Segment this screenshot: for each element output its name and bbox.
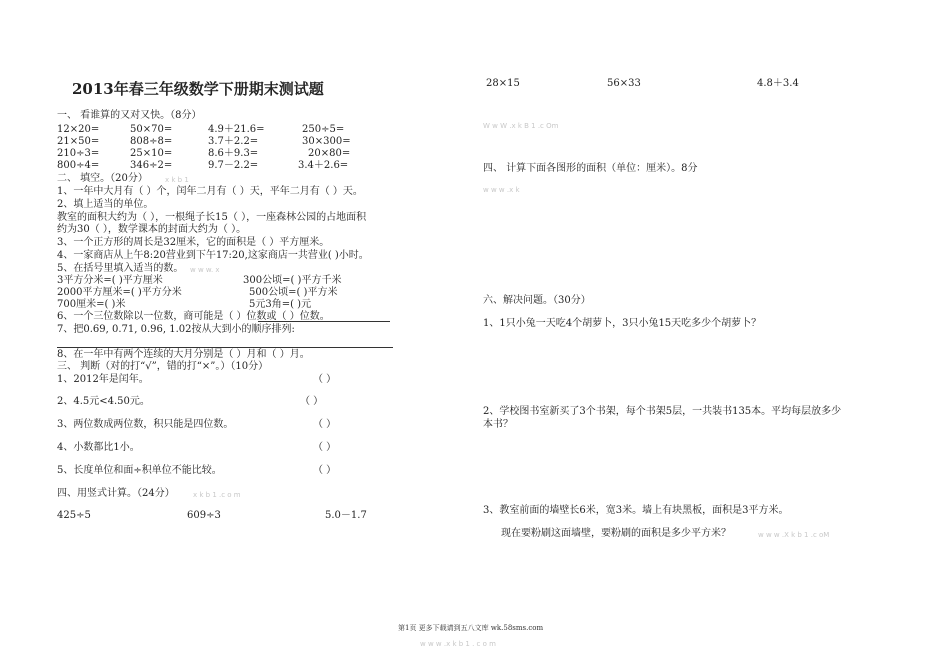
calc-item: 20×80= [308,148,351,159]
fill-blank-line: 7、把0.69, 0.71, 0.96, 1.02按从大到小的顺序排列: [57,324,295,335]
judge-answer: （ ） [313,465,337,476]
fill-blank-line: 2、填上适当的单位。 [57,199,154,210]
calc-item: 3.4＋2.6= [298,160,349,171]
watermark: w w w .x k b 1 . c o m [420,640,496,648]
watermark: w w w .X k b 1 .c oM [758,531,830,539]
judge-item: 1、2012年是闰年。 [57,374,149,385]
section-3-heading: 三、 判断（对的打“√”，错的打“×”。）（10分） [57,361,269,372]
calc-item: 30×300= [302,136,351,147]
fill-blank-line: 1、一年中大月有（ ）个，闰年二月有（ ）天，平年二月有（ ）天。 [57,186,363,197]
watermark: x k b 1 [165,176,189,184]
judge-answer: （ ） [313,442,337,453]
calc-item: 50×70= [130,124,173,135]
calc-item: 21×50= [57,136,100,147]
fill-blank-line: 约为30（ ），数学课本的封面大约为（ ）。 [57,224,247,235]
judge-answer: （ ） [313,419,337,430]
word-problem-1: 1、1只小兔一天吃4个胡萝卜，3只小兔15天吃多少个胡萝卜？ [483,318,762,329]
judge-answer: （ ） [313,374,337,385]
watermark: w w w .x k [483,186,520,194]
answer-underline [258,321,390,322]
word-problem-2: 2、学校图书室新买了3个书架，每个书架5层，一共装书135本。平均每层放多少 [483,406,842,417]
calc-item: 12×20= [57,124,100,135]
vertical-calc-item: 425÷5 [57,510,91,521]
judge-item: 2、4.5元<4.50元。 [57,396,150,407]
word-problem-3-cont: 现在要粉刷这面墙壁，要粉刷的面积是多少平方米？ [501,528,731,539]
unit-item: 5元3角=( )元 [249,299,312,310]
section-5-heading: 四、 计算下面各图形的面积（单位：厘米）。8分 [483,163,698,174]
unit-item: 500公顷=( )平方米 [249,287,338,298]
calc-item: 25×10= [130,148,173,159]
page-footer: 第1页 更多下载请到五八文库 wk.58sms.com [398,624,544,632]
calc-item: 8.6＋9.3= [208,148,259,159]
vertical-calc-item: 5.0－1.7 [325,510,367,521]
unit-item: 2000平方厘米=( )平方分米 [57,287,182,298]
calc-item: 250÷5= [302,124,345,135]
calc-item: 800÷4= [57,160,100,171]
vertical-calc-item: 4.8＋3.4 [757,78,799,89]
vertical-calc-item: 609÷3 [187,510,221,521]
unit-item: 300公顷=( )平方千米 [243,275,342,286]
watermark: W w W .x k B 1 .c Om [483,122,559,130]
calc-item: 9.7－2.2= [208,160,259,171]
section-2-heading: 二、 填空。（20分） [57,173,148,184]
answer-underline [57,347,393,348]
watermark: w w w. x [190,266,220,274]
judge-item: 3、两位数成两位数，积只能是四位数。 [57,419,234,430]
section-1-heading: 一、 看谁算的又对又快。（8分） [57,110,202,121]
calc-item: 808÷8= [130,136,173,147]
word-problem-2-cont: 本书？ [483,419,513,430]
vertical-calc-item: 56×33 [607,78,641,89]
fill-blank-line: 教室的面积大约为（ ），一根绳子长15（ ），一座森林公园的占地面积 [57,212,367,223]
calc-item: 346÷2= [130,160,173,171]
fill-blank-line: 6、一个三位数除以一位数，商可能是（ ）位数或（ ）位数。 [57,311,330,322]
fill-blank-line: 5、在括号里填入适当的数。 [57,263,184,274]
word-problem-3: 3、教室前面的墙壁长6米，宽3米。墙上有块黑板，面积是3平方米。 [483,505,789,516]
calc-item: 210÷3= [57,148,100,159]
judge-item: 5、长度单位和面÷积单位不能比较。 [57,465,222,476]
watermark: x k b 1 .c o m [193,491,241,499]
calc-item: 3.7＋2.2= [208,136,259,147]
section-6-heading: 六、解决问题。（30分） [483,295,591,306]
judge-answer: （ ） [300,396,324,407]
unit-item: 3平方分米=( )平方厘米 [57,275,163,286]
fill-blank-line: 3、一个正方形的周长是32厘米，它的面积是（ ）平方厘米。 [57,237,330,248]
unit-item: 700厘米=( )米 [57,299,126,310]
section-4-heading: 四、用竖式计算。（24分） [57,488,175,499]
calc-item: 4.9＋21.6= [208,124,265,135]
page-title: 2013年春三年级数学下册期末测试题 [72,80,324,98]
vertical-calc-item: 28×15 [486,78,520,89]
fill-blank-line: 4、一家商店从上午8:20营业到下午17:20,这家商店一共营业( )小时。 [57,250,369,261]
judge-item: 4、小数都比1小。 [57,442,140,453]
fill-blank-line: 8、在一年中有两个连续的大月分别是（ ）月和（ ）月。 [57,349,310,360]
